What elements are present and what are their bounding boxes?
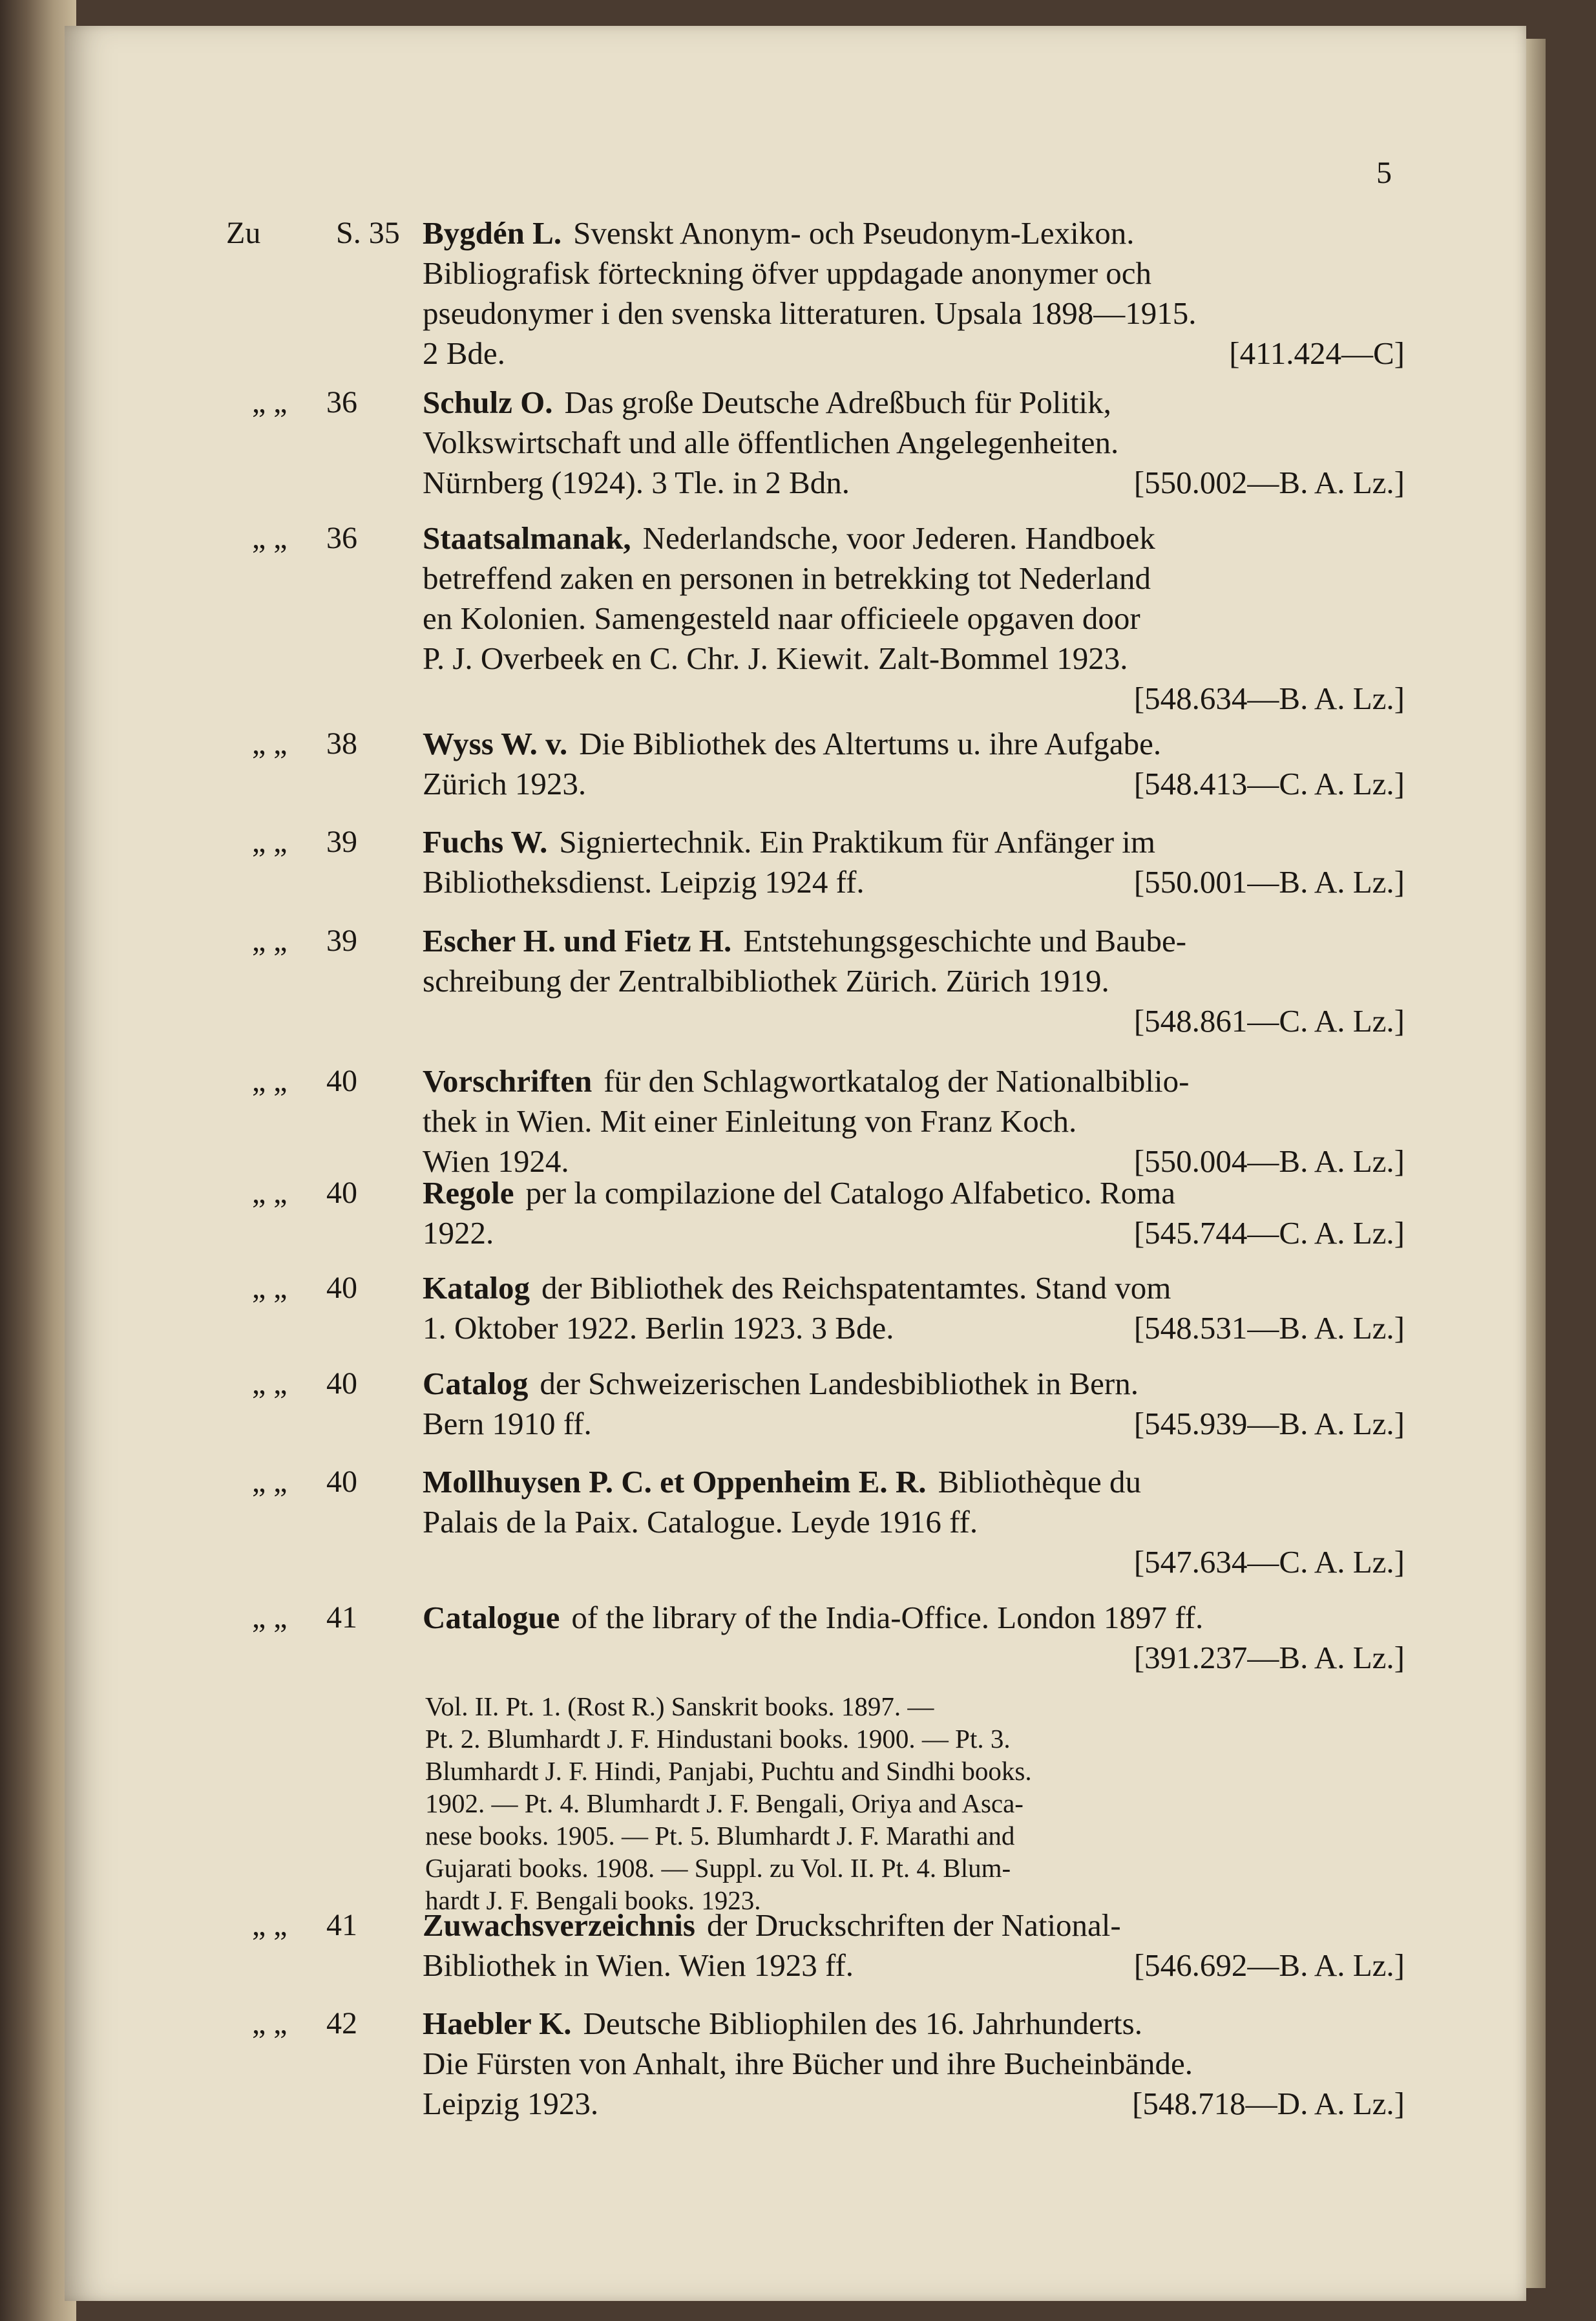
bibliography-entry <box>423 1364 1405 1444</box>
entry-heading: Catalogue <box>423 1600 560 1635</box>
entry-prefix: „ „ <box>252 1366 288 1401</box>
entry-last-line <box>423 679 1405 719</box>
entry-line <box>423 1268 1405 1308</box>
entry-prefix: „ „ <box>252 1064 288 1098</box>
entry-heading: Schulz O. <box>423 385 553 420</box>
entry-prefix: Zu <box>226 216 261 250</box>
entry-imprint: Zürich 1923. <box>423 766 587 801</box>
entry-line: schreibung der Zentralbibliothek Zürich. Zürich 1919. <box>423 963 1109 999</box>
entry-text: Svenskt Anonym- och Pseudonym-Lexikon. <box>573 215 1135 251</box>
bibliography-entry <box>423 1173 1405 1253</box>
entry-heading: Escher H. und Fietz H. <box>423 923 732 959</box>
entry-imprint: 1. Oktober 1922. Berlin 1923. 3 Bde. <box>423 1310 894 1346</box>
entry-heading: Bygdén L. <box>423 215 562 251</box>
entry-heading: Zuwachsverzeichnis <box>423 1907 695 1943</box>
entry-line <box>423 1598 1405 1638</box>
shelf-signature: [545.939—B. A. Lz.] <box>1133 1406 1405 1441</box>
entry-page-ref: 39 <box>326 924 357 958</box>
entry-line <box>423 1173 1405 1213</box>
subentry-line: 1902. — Pt. 4. Blumhardt J. F. Bengali, Oriya and Asca- <box>425 1788 1024 1818</box>
bibliography-entry <box>423 1598 1405 1678</box>
entry-text: of the library of the India-Office. London 1897 ff. <box>571 1600 1204 1635</box>
entry-text: Signiertechnik. Ein Praktikum für Anfänger im <box>559 824 1156 860</box>
entry-page-ref: S. 35 <box>336 216 400 250</box>
shelf-signature: [545.744—C. A. Lz.] <box>1133 1215 1405 1251</box>
entry-heading: Regole <box>423 1175 514 1211</box>
book-page <box>65 26 1526 2301</box>
entry-text: Deutsche Bibliophilen des 16. Jahrhunderts. <box>583 2006 1142 2041</box>
entry-line: pseudonymer i den svenska litteraturen. Upsala 1898—1915. <box>423 295 1197 331</box>
entry-text: der Druckschriften der National- <box>706 1907 1121 1943</box>
entry-text: der Bibliothek des Reichspatentamtes. Stand vom <box>541 1270 1171 1306</box>
entry-last-line <box>423 1542 1405 1582</box>
entry-last-line <box>423 334 1405 374</box>
entry-last-line <box>423 1638 1405 1678</box>
entry-page-ref: 40 <box>326 1176 357 1210</box>
entry-prefix: „ „ <box>252 2006 288 2040</box>
entry-line <box>423 822 1405 862</box>
entry-prefix: „ „ <box>252 1271 288 1305</box>
page-edge <box>1526 39 1546 2288</box>
entry-imprint: Nürnberg (1924). 3 Tle. in 2 Bdn. <box>423 465 850 500</box>
shelf-signature: [550.004—B. A. Lz.] <box>1133 1143 1405 1179</box>
entry-heading: Mollhuysen P. C. et Oppenheim E. R. <box>423 1464 927 1500</box>
entry-page-ref: 41 <box>326 1600 357 1635</box>
entry-prefix: „ „ <box>252 1600 288 1635</box>
entry-line: thek in Wien. Mit einer Einleitung von Franz Koch. <box>423 1103 1077 1139</box>
entry-line <box>423 383 1405 423</box>
subentry-line: nese books. 1905. — Pt. 5. Blumhardt J. F. Marathi and <box>425 1821 1015 1850</box>
entry-imprint: 1922. <box>423 1215 494 1251</box>
entry-last-line <box>423 1945 1405 1986</box>
shelf-signature: [391.237—B. A. Lz.] <box>1133 1640 1405 1675</box>
entry-line: Die Fürsten von Anhalt, ihre Bücher und ihre Bucheinbände. <box>423 2046 1193 2081</box>
entry-line <box>423 724 1405 764</box>
entry-page-ref: 39 <box>326 825 357 859</box>
entry-page-ref: 40 <box>326 1465 357 1499</box>
entry-heading: Haebler K. <box>423 2006 572 2041</box>
bibliography-entry <box>423 2004 1405 2124</box>
bibliography-entry <box>423 822 1405 902</box>
entry-last-line <box>423 764 1405 804</box>
entry-imprint: 2 Bde. <box>423 335 505 371</box>
entry-last-line <box>423 463 1405 503</box>
shelf-signature: [548.634—B. A. Lz.] <box>1133 681 1405 716</box>
bibliography-entry <box>423 1061 1405 1182</box>
bibliography-entry <box>423 921 1405 1041</box>
entry-line <box>423 1061 1405 1101</box>
shelf-signature: [548.861—C. A. Lz.] <box>1133 1003 1405 1039</box>
entry-page-ref: 36 <box>326 521 357 555</box>
entry-page-ref: 41 <box>326 1908 357 1942</box>
entry-line <box>423 213 1405 253</box>
entry-line: en Kolonien. Samengesteld naar officieele opgaven door <box>423 600 1140 636</box>
subentry-line: Gujarati books. 1908. — Suppl. zu Vol. II. Pt. 4. Blum- <box>425 1853 1011 1883</box>
entry-text: per la compilazione del Catalogo Alfabetico. Roma <box>525 1175 1176 1211</box>
entry-text: Die Bibliothek des Altertums u. ihre Aufgabe. <box>579 726 1162 761</box>
entry-line <box>423 921 1405 961</box>
entry-prefix: „ „ <box>252 924 288 958</box>
subentry-line: hardt J. F. Bengali books. 1923. <box>425 1885 761 1915</box>
shelf-signature: [548.531—B. A. Lz.] <box>1133 1310 1405 1346</box>
shelf-signature: [548.718—D. A. Lz.] <box>1132 2086 1405 2121</box>
entry-page-ref: 40 <box>326 1064 357 1098</box>
entry-heading: Vorschriften <box>423 1063 593 1099</box>
bibliography-entry <box>423 1462 1405 1582</box>
entry-prefix: „ „ <box>252 521 288 555</box>
entry-heading: Fuchs W. <box>423 824 548 860</box>
entry-imprint: Bibliothek in Wien. Wien 1923 ff. <box>423 1947 854 1983</box>
entry-page-ref: 40 <box>326 1271 357 1305</box>
entry-line <box>423 518 1405 558</box>
entry-prefix: „ „ <box>252 1908 288 1942</box>
bibliography-entry <box>423 1905 1405 1986</box>
entry-last-line <box>423 862 1405 902</box>
entry-prefix: „ „ <box>252 1465 288 1499</box>
entry-heading: Catalog <box>423 1366 529 1401</box>
shelf-signature: [548.413—C. A. Lz.] <box>1133 766 1405 801</box>
shelf-signature: [546.692—B. A. Lz.] <box>1133 1947 1405 1983</box>
entry-imprint: Bern 1910 ff. <box>423 1406 592 1441</box>
entry-last-line <box>423 1308 1405 1348</box>
entry-line: Bibliografisk förteckning öfver uppdagade anonymer och <box>423 255 1152 291</box>
entry-line: betreffend zaken en personen in betrekking tot Nederland <box>423 560 1151 596</box>
subentry-line: Pt. 2. Blumhardt J. F. Hindustani books. 1900. — Pt. 3. <box>425 1724 1011 1754</box>
shelf-signature: [550.002—B. A. Lz.] <box>1133 465 1405 500</box>
entry-line: P. J. Overbeek en C. Chr. J. Kiewit. Zalt-Bommel 1923. <box>423 641 1128 676</box>
entry-line: Volkswirtschaft und alle öffentlichen Angelegenheiten. <box>423 425 1119 460</box>
entry-text: Nederlandsche, voor Jederen. Handboek <box>642 520 1155 556</box>
entry-text: für den Schlagwortkatalog der Nationalbiblio- <box>604 1063 1190 1099</box>
entry-last-line <box>423 1001 1405 1041</box>
entry-text: der Schweizerischen Landesbibliothek in Bern. <box>540 1366 1139 1401</box>
entry-last-line <box>423 2084 1405 2124</box>
bibliography-entry <box>423 724 1405 804</box>
entry-last-line <box>423 1213 1405 1253</box>
entry-text: Das große Deutsche Adreßbuch für Politik, <box>564 385 1111 420</box>
entry-line <box>423 1462 1405 1502</box>
entry-prefix: „ „ <box>252 385 288 419</box>
bibliography-entry <box>423 518 1405 719</box>
subentry-line: Vol. II. Pt. 1. (Rost R.) Sanskrit books. 1897. — <box>425 1691 934 1721</box>
entry-prefix: „ „ <box>252 726 288 761</box>
page-number: 5 <box>1376 156 1392 190</box>
shelf-signature: [550.001—B. A. Lz.] <box>1133 864 1405 900</box>
entry-prefix: „ „ <box>252 825 288 859</box>
entry-text: Entstehungsgeschichte und Baube- <box>743 923 1187 959</box>
entry-heading: Katalog <box>423 1270 530 1306</box>
entry-line <box>423 1364 1405 1404</box>
catalogue-subentry <box>425 1690 1401 1916</box>
shelf-signature: [547.634—C. A. Lz.] <box>1133 1544 1405 1580</box>
entry-page-ref: 42 <box>326 2006 357 2040</box>
entry-heading: Staatsalmanak, <box>423 520 631 556</box>
entry-line: Palais de la Paix. Catalogue. Leyde 1916 ff. <box>423 1504 978 1540</box>
entry-heading: Wyss W. v. <box>423 726 568 761</box>
shelf-signature: [411.424—C] <box>1229 335 1405 371</box>
bibliography-entry <box>423 383 1405 503</box>
entry-imprint: Bibliotheksdienst. Leipzig 1924 ff. <box>423 864 865 900</box>
bibliography-entry <box>423 213 1405 374</box>
entry-prefix: „ „ <box>252 1176 288 1210</box>
entry-imprint: Leipzig 1923. <box>423 2086 599 2121</box>
entry-page-ref: 38 <box>326 726 357 761</box>
entry-page-ref: 36 <box>326 385 357 419</box>
entry-imprint: Wien 1924. <box>423 1143 569 1179</box>
entry-text: Bibliothèque du <box>938 1464 1141 1500</box>
bibliography-entry <box>423 1268 1405 1348</box>
entry-line <box>423 2004 1405 2044</box>
entry-last-line <box>423 1404 1405 1444</box>
entry-page-ref: 40 <box>326 1366 357 1401</box>
subentry-line: Blumhardt J. F. Hindi, Panjabi, Puchtu and Sindhi books. <box>425 1756 1032 1786</box>
